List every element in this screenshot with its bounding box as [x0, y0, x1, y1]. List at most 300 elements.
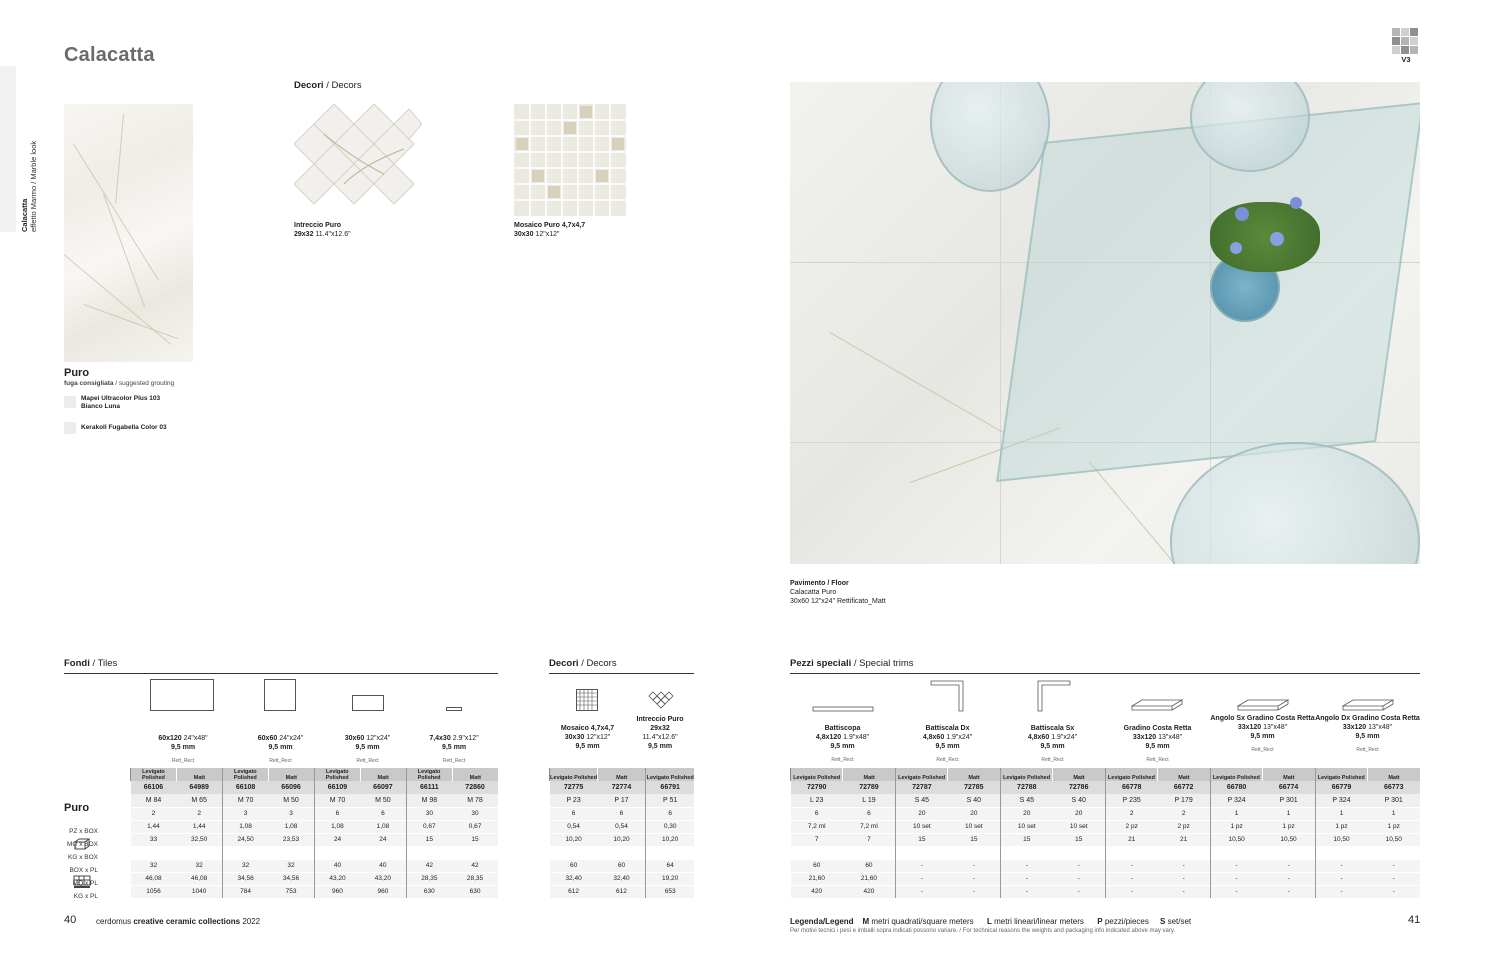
table-cell: P 235 — [1105, 794, 1157, 807]
table-cell: 28,35 — [406, 872, 452, 885]
table-cell: 1 pz — [1263, 820, 1315, 833]
decori-heading-bold: Decori — [549, 658, 579, 669]
legend-title: Legenda/Legend — [790, 917, 854, 926]
table-cell: 6 — [360, 807, 406, 820]
table-cell: 6 — [314, 807, 360, 820]
grout-label-it: fuga consigliata — [64, 380, 114, 387]
pezzi-size-rect: Rett_Rect — [1146, 757, 1169, 763]
table-cell: P 324 — [1315, 794, 1367, 807]
table-row — [791, 820, 1421, 833]
table-cell: 1 — [1263, 807, 1315, 820]
fondi-size-0-thickness: 9,5 mm — [170, 744, 196, 751]
table-cell: P 324 — [1210, 794, 1262, 807]
battiscopa-icon — [812, 705, 874, 713]
table-cell: 2 — [131, 807, 177, 820]
pezzi-size-in: 1.9"x48" — [843, 734, 870, 741]
table-cell: 66097 — [360, 781, 406, 794]
table-row — [131, 859, 499, 872]
table-cell: 1040 — [176, 885, 222, 898]
table-cell: Matt — [598, 768, 646, 781]
pezzi-table — [790, 768, 1420, 898]
legend-m-key: M — [862, 917, 870, 926]
table-cell: 20 — [1053, 807, 1105, 820]
table-cell: M 78 — [452, 794, 498, 807]
table-cell: 43,20 — [314, 872, 360, 885]
table-cell: M 65 — [176, 794, 222, 807]
table-cell: 33 — [131, 833, 177, 846]
table-cell: 2 — [176, 807, 222, 820]
table-cell: 66774 — [1263, 781, 1315, 794]
table-cell: 2 — [1158, 807, 1210, 820]
decori-size-0-in: 12"x12" — [586, 734, 611, 741]
table-cell: Matt — [948, 768, 1000, 781]
table-cell: 19,20 — [646, 872, 694, 885]
table-cell: Levigato Polished — [406, 768, 452, 781]
fondi-size-0-cm: 60x120 — [158, 735, 182, 742]
mosaic-grid-icon — [576, 689, 598, 711]
pezzi-size-rect: Rett_Rect — [1041, 757, 1064, 763]
pezzi-size-cm: 4,8x60 — [922, 734, 945, 741]
pezzi-size-thickness: 9,5 mm — [1355, 733, 1380, 740]
table-cell: Levigato Polished — [1315, 768, 1367, 781]
code-row — [131, 781, 499, 794]
table-cell: P 17 — [598, 794, 646, 807]
legend-l-key: L — [986, 917, 992, 926]
table-cell: 66111 — [406, 781, 452, 794]
label-kg-box: KG x BOX — [68, 854, 98, 861]
table-cell: - — [1053, 885, 1105, 898]
decori-size-0-thickness: 9,5 mm — [575, 743, 600, 750]
finish-header-row — [791, 768, 1421, 781]
footer-year: 2022 — [242, 917, 261, 926]
table-cell: P 301 — [1263, 794, 1315, 807]
table-cell: 40 — [314, 859, 360, 872]
mosaico-size: 30x30 — [514, 231, 534, 238]
pezzi-size-in: 13"x48" — [1158, 734, 1183, 741]
table-cell: 21 — [1158, 833, 1210, 846]
pezzi-size-rect: Rett_Rect — [936, 757, 959, 763]
table-cell: 32 — [131, 859, 177, 872]
table-cell: Levigato Polished — [222, 768, 268, 781]
table-cell: Matt — [843, 768, 895, 781]
table-cell: - — [1263, 885, 1315, 898]
mosaico-name: Mosaico Puro 4,7x4,7 — [514, 222, 586, 229]
decori-size-1 — [626, 715, 694, 751]
gradino-icon — [1130, 698, 1184, 712]
version-label: V3 — [1401, 55, 1411, 64]
table-cell: - — [895, 872, 947, 885]
table-cell: 15 — [948, 833, 1000, 846]
pezzi-size-in: 13"x48" — [1263, 724, 1288, 731]
grout-swatch-1 — [64, 396, 76, 408]
table-cell: 46,08 — [176, 872, 222, 885]
pezzi-size-name: Angolo Dx Gradino Costa Retta — [1315, 715, 1420, 722]
intreccio-icon — [648, 688, 674, 712]
table-cell: 1 pz — [1367, 820, 1420, 833]
table-row — [791, 859, 1421, 872]
table-cell: 30 — [406, 807, 452, 820]
angolo-dx-icon — [1341, 698, 1395, 712]
size-shape-30x60 — [352, 695, 384, 711]
photo-caption-title: Pavimento / Floor — [790, 580, 849, 587]
pezzi-size-rect: Rett_Rect — [831, 757, 854, 763]
table-cell: 46,08 — [131, 872, 177, 885]
side-label-title: Calacatta — [20, 198, 29, 232]
pezzi-size-4 — [1210, 714, 1315, 755]
table-cell: S 45 — [895, 794, 947, 807]
size-shape-60x60 — [264, 679, 296, 711]
grout-item-1: Mapei Ultracolor Plus 103 Bianco Luna — [81, 395, 161, 410]
legend-p-text: pezzi/pieces — [1104, 917, 1149, 926]
table-cell: Matt — [452, 768, 498, 781]
table-cell: Levigato Polished — [895, 768, 947, 781]
grout-swatch-2 — [64, 422, 76, 434]
angolo-sx-icon — [1236, 698, 1290, 712]
fondi-heading-bold: Fondi — [64, 658, 90, 669]
fondi-size-1-in: 24"x24" — [279, 735, 304, 742]
table-cell: 43,20 — [360, 872, 406, 885]
table-cell: L 23 — [791, 794, 843, 807]
table-row — [550, 820, 695, 833]
table-cell: - — [1158, 859, 1210, 872]
table-cell: - — [1315, 859, 1367, 872]
table-cell: Matt — [176, 768, 222, 781]
table-cell: 1,08 — [360, 820, 406, 833]
table-cell: - — [1263, 872, 1315, 885]
legend — [790, 917, 1191, 926]
table-cell: - — [1105, 872, 1157, 885]
fondi-size-0-rect: Rett_Rect — [171, 758, 195, 764]
fondi-size-3-cm: 7,4x30 — [429, 735, 451, 742]
table-cell: 10,50 — [1263, 833, 1315, 846]
table-cell: 1056 — [131, 885, 177, 898]
table-row — [550, 885, 695, 898]
legend-l-text: metri lineari/linear meters — [994, 917, 1084, 926]
table-cell: - — [1263, 859, 1315, 872]
battiscala-sx-icon — [1034, 679, 1072, 713]
table-cell: 0,54 — [598, 820, 646, 833]
table-cell: 40 — [360, 859, 406, 872]
side-label — [20, 141, 38, 232]
table-row — [550, 859, 695, 872]
label-mq-box: MQ x BOX — [66, 841, 98, 848]
table-cell: Matt — [1053, 768, 1105, 781]
table-cell: 15 — [1000, 833, 1052, 846]
table-cell: 1 — [1315, 807, 1367, 820]
fondi-size-2-cm: 30x60 — [344, 735, 365, 742]
table-cell: P 301 — [1367, 794, 1420, 807]
table-cell: 1,44 — [176, 820, 222, 833]
table-cell: Levigato Polished — [1210, 768, 1262, 781]
fondi-size-1-cm: 60x60 — [257, 735, 278, 742]
pezzi-size-1 — [895, 724, 1000, 765]
table-cell: - — [1367, 872, 1420, 885]
page-number-left: 40 — [64, 914, 77, 926]
table-cell: - — [895, 885, 947, 898]
page-number-right: 41 — [1408, 914, 1421, 926]
pezzi-heading-bold: Pezzi speciali — [790, 658, 852, 669]
table-cell: 60 — [791, 859, 843, 872]
table-cell: 66779 — [1315, 781, 1367, 794]
legend-s-key: S — [1159, 917, 1166, 926]
table-cell: 6 — [791, 807, 843, 820]
table-cell: 32,50 — [176, 833, 222, 846]
table-cell: - — [1210, 859, 1262, 872]
table-cell: Levigato Polished — [550, 768, 598, 781]
decori-heading-rest: / Decors — [581, 658, 617, 669]
label-box-pl: BOX x PL — [69, 867, 98, 874]
table-cell: - — [1000, 872, 1052, 885]
mosaico-size-in: 12"x12" — [535, 231, 560, 238]
fondi-size-2 — [325, 734, 410, 766]
footer-collection: creative ceramic collections — [133, 917, 241, 926]
fondi-size-3-thickness: 9,5 mm — [441, 744, 467, 751]
table-cell: - — [1053, 872, 1105, 885]
fondi-size-3-in: 2.9"x12" — [452, 735, 479, 742]
table-cell: 60 — [843, 859, 895, 872]
finish-header-row — [131, 768, 499, 781]
table-cell: 66108 — [222, 781, 268, 794]
pezzi-size-thickness: 9,5 mm — [1145, 743, 1170, 750]
intreccio-decor-image — [294, 104, 422, 216]
table-cell: L 19 — [843, 794, 895, 807]
grout-item-2: Kerakoll Fugabella Color 03 — [81, 424, 167, 431]
pezzi-size-in: 1.9"x24" — [946, 734, 973, 741]
table-cell: 0,67 — [452, 820, 498, 833]
table-cell: 0,30 — [646, 820, 694, 833]
pezzi-size-in: 13"x48" — [1368, 724, 1393, 731]
table-cell: 10 set — [1000, 820, 1052, 833]
pezzi-size-rect: Rett_Rect — [1356, 747, 1379, 753]
battiscala-dx-icon — [929, 679, 967, 713]
table-cell: 6 — [550, 807, 598, 820]
table-cell: M 84 — [131, 794, 177, 807]
table-cell: 10,20 — [550, 833, 598, 846]
table-cell: 66109 — [314, 781, 360, 794]
table-cell: 10,20 — [598, 833, 646, 846]
pezzi-size-0 — [790, 724, 895, 765]
table-row — [791, 833, 1421, 846]
table-row — [131, 833, 499, 846]
table-cell: 612 — [550, 885, 598, 898]
table-row — [550, 872, 695, 885]
intreccio-size-in: 11.4"x12.6" — [315, 231, 351, 238]
table-cell: 72774 — [598, 781, 646, 794]
legend-m-text: metri quadrati/square meters — [871, 917, 974, 926]
fondi-size-3-rect: Rett_Rect — [442, 758, 466, 764]
table-cell: 66780 — [1210, 781, 1262, 794]
pezzi-heading-rest: / Special trims — [853, 658, 914, 669]
fondi-size-3 — [410, 734, 498, 766]
fondi-size-2-thickness: 9,5 mm — [355, 744, 380, 751]
table-cell: 66772 — [1158, 781, 1210, 794]
table-row — [131, 872, 499, 885]
table-cell: Levigato Polished — [1105, 768, 1157, 781]
page-title: Calacatta — [64, 44, 155, 66]
table-cell: 64989 — [176, 781, 222, 794]
table-cell: 630 — [406, 885, 452, 898]
table-cell: 6 — [646, 807, 694, 820]
fondi-heading — [64, 658, 498, 674]
table-cell: P 51 — [646, 794, 694, 807]
table-cell: 24 — [360, 833, 406, 846]
table-cell: - — [1210, 872, 1262, 885]
table-cell: - — [948, 872, 1000, 885]
table-row — [791, 807, 1421, 820]
table-cell: - — [1105, 885, 1157, 898]
table-cell: 6 — [843, 807, 895, 820]
table-cell: 10,50 — [1315, 833, 1367, 846]
table-cell: 753 — [268, 885, 314, 898]
code-row — [550, 781, 695, 794]
table-cell: M 70 — [222, 794, 268, 807]
table-cell: 34,56 — [222, 872, 268, 885]
table-cell: 30 — [452, 807, 498, 820]
table-cell: 72786 — [1053, 781, 1105, 794]
table-cell: P 23 — [550, 794, 598, 807]
table-cell: 3 — [222, 807, 268, 820]
table-cell: 1,08 — [222, 820, 268, 833]
size-shape-60x120 — [150, 679, 214, 711]
fondi-size-1-thickness: 9,5 mm — [268, 744, 293, 751]
legend-note: Per motivi tecnici i pesi e imballi sopra indicati possono variare. / For technical reasons the weights and packaging info indicated above may vary. — [790, 928, 1176, 934]
table-cell: 1,08 — [314, 820, 360, 833]
pezzi-size-name: Battiscopa — [824, 725, 861, 732]
ambient-photo — [790, 82, 1420, 564]
table-cell: 10,20 — [646, 833, 694, 846]
pezzi-size-cm: 4,8x120 — [815, 734, 842, 741]
table-row — [550, 833, 695, 846]
table-cell: 23,53 — [268, 833, 314, 846]
table-cell: 21,60 — [843, 872, 895, 885]
table-cell: 60 — [598, 859, 646, 872]
table-cell: 1 — [1367, 807, 1420, 820]
table-cell: 1,44 — [131, 820, 177, 833]
table-cell: 66096 — [268, 781, 314, 794]
decori-size-1-name: Intreccio Puro — [636, 716, 684, 723]
table-cell: 42 — [406, 859, 452, 872]
table-cell: 6 — [598, 807, 646, 820]
table-cell: Matt — [268, 768, 314, 781]
decors-heading-rest: / Decors — [326, 80, 362, 91]
pezzi-size-in: 1.9"x24" — [1051, 734, 1078, 741]
table-cell: 10 set — [1053, 820, 1105, 833]
table-cell: 21,60 — [791, 872, 843, 885]
mosaico-decor-image — [514, 104, 626, 216]
table-cell: Levigato Polished — [646, 768, 694, 781]
decori-size-0 — [549, 724, 626, 751]
table-cell: P 179 — [1158, 794, 1210, 807]
table-cell: 72790 — [791, 781, 843, 794]
table-cell: Matt — [1158, 768, 1210, 781]
table-cell: 72860 — [452, 781, 498, 794]
pezzi-size-cm: 4,8x60 — [1027, 734, 1050, 741]
table-cell: - — [1210, 885, 1262, 898]
intreccio-caption — [294, 221, 351, 239]
code-row — [791, 781, 1421, 794]
table-row — [791, 885, 1421, 898]
table-cell: - — [1158, 872, 1210, 885]
pezzi-size-cm: 33x120 — [1237, 724, 1262, 731]
table-cell: 66106 — [131, 781, 177, 794]
table-cell: - — [948, 859, 1000, 872]
table-cell: 2 — [1105, 807, 1157, 820]
table-cell: 20 — [895, 807, 947, 820]
table-cell: S 40 — [948, 794, 1000, 807]
table-cell: 72789 — [843, 781, 895, 794]
table-cell: 420 — [791, 885, 843, 898]
sidebar-strip — [0, 66, 16, 232]
table-cell: 10,50 — [1367, 833, 1420, 846]
price-row — [131, 794, 499, 807]
table-cell: 32 — [222, 859, 268, 872]
table-cell: S 45 — [1000, 794, 1052, 807]
pezzi-size-name: Battiscala Sx — [1030, 725, 1075, 732]
table-cell: 15 — [1053, 833, 1105, 846]
table-cell: 10,50 — [1210, 833, 1262, 846]
table-cell: 20 — [1000, 807, 1052, 820]
legend-s-text: set/set — [1167, 917, 1192, 926]
table-cell: 66773 — [1367, 781, 1420, 794]
table-cell: Levigato Polished — [314, 768, 360, 781]
table-cell: 784 — [222, 885, 268, 898]
pezzi-size-cm: 33x120 — [1342, 724, 1367, 731]
table-cell: S 40 — [1053, 794, 1105, 807]
table-cell: 7 — [843, 833, 895, 846]
price-row — [550, 794, 695, 807]
table-cell: 72785 — [948, 781, 1000, 794]
photo-caption-product: Calacatta Puro — [790, 589, 837, 596]
pezzi-size-name: Battiscala Dx — [925, 725, 970, 732]
footer-brand — [96, 917, 260, 926]
grout-label — [64, 380, 174, 387]
main-tile-image — [64, 104, 193, 362]
mosaico-caption — [514, 221, 585, 239]
pezzi-size-thickness: 9,5 mm — [830, 743, 855, 750]
size-shape-7x30 — [446, 707, 462, 711]
pezzi-size-5 — [1315, 714, 1420, 755]
table-cell: 28,35 — [452, 872, 498, 885]
photo-caption — [790, 579, 886, 606]
decori-size-1-in: 11.4"x12.6" — [642, 734, 678, 741]
fondi-size-1 — [236, 734, 325, 766]
label-pz-box: PZ x BOX — [69, 828, 98, 835]
table-cell: Levigato Polished — [791, 768, 843, 781]
table-cell: - — [1105, 859, 1157, 872]
table-cell: 15 — [895, 833, 947, 846]
table-cell: 1 pz — [1315, 820, 1367, 833]
pezzi-size-thickness: 9,5 mm — [935, 743, 960, 750]
grout-label-en: / suggested grouting — [115, 380, 175, 387]
decors-heading — [294, 80, 362, 91]
table-cell: 72788 — [1000, 781, 1052, 794]
table-cell: 630 — [452, 885, 498, 898]
table-cell: 0,54 — [550, 820, 598, 833]
table-row — [131, 820, 499, 833]
table-cell: 32 — [176, 859, 222, 872]
pezzi-size-cm: 33x120 — [1132, 734, 1157, 741]
table-cell: 72787 — [895, 781, 947, 794]
table-cell: 64 — [646, 859, 694, 872]
finish-header-row — [550, 768, 695, 781]
table-cell: 2 pz — [1105, 820, 1157, 833]
table-cell: - — [1000, 859, 1052, 872]
legend-p-key: P — [1097, 917, 1103, 926]
photo-caption-format: 30x60 12"x24" Rettificato_Matt — [790, 598, 886, 605]
table-cell: 1,08 — [268, 820, 314, 833]
footer-brand-name: cerdomus — [96, 917, 132, 926]
label-kg-pl: KG x PL — [73, 893, 98, 900]
